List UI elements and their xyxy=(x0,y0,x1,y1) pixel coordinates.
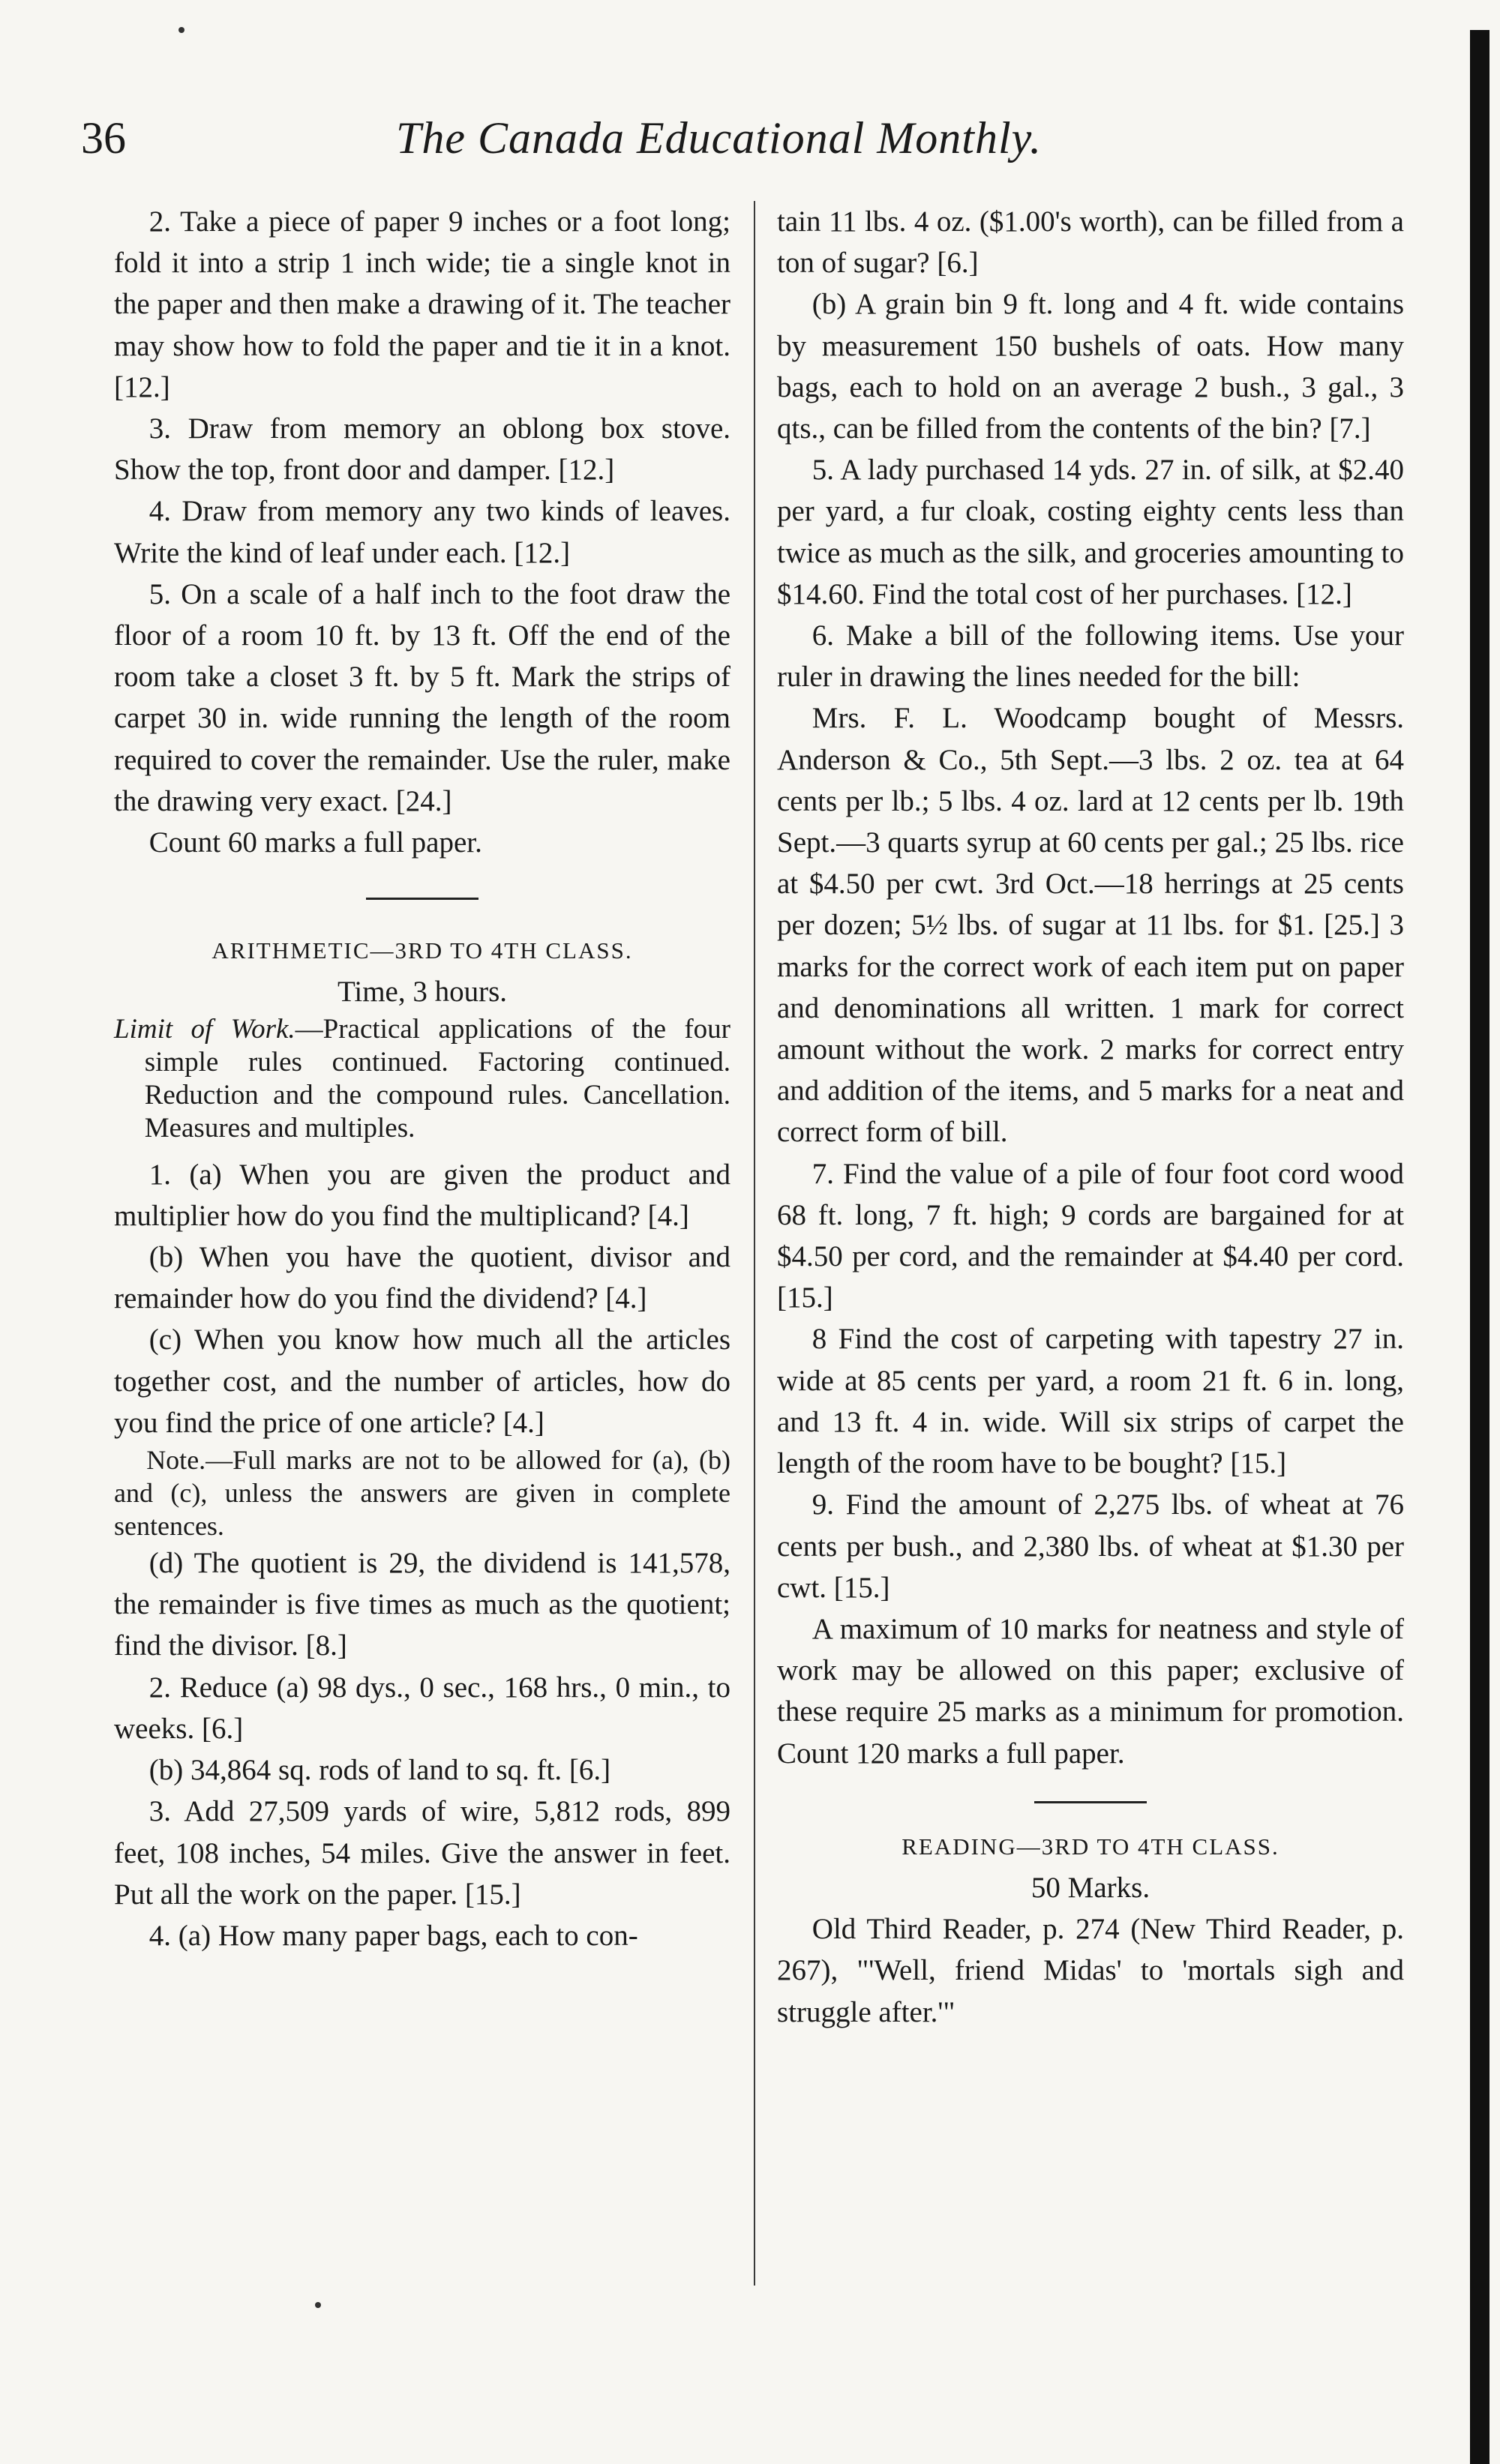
question-paragraph: (b) 34,864 sq. rods of land to sq. ft. [6.] xyxy=(148,1754,611,1787)
column-divider xyxy=(754,201,755,2286)
section-divider xyxy=(1034,1801,1147,1803)
question-paragraph: 4. Draw from memory any two kinds of leaves. Write the kind of leaf under each. [12.] xyxy=(114,495,730,569)
page-header xyxy=(81,112,1401,180)
marks-note: Count 60 marks a full paper. xyxy=(148,826,482,859)
question-paragraph: (d) The quotient is 29, the dividend is 141,578, the remainder is five times as much as the quotient; find the divisor. [8.] xyxy=(114,1547,730,1662)
right-column xyxy=(777,201,1404,2033)
question-paragraph: 5. On a scale of a half inch to the foot draw the floor of a room 10 ft. by 13 ft. Off the end of the room take a closet 3 ft. by 5 ft. Mark the strips of carpet 30 in. wide running the length of the room required to cover the remainder. Use the ruler, make the drawing very exact. [24.] xyxy=(114,577,730,817)
scan-speck xyxy=(315,2302,321,2308)
question-paragraph: 3. Draw from memory an oblong box stove. Show the top, front door and damper. [12.] xyxy=(114,412,730,487)
scan-edge-bar xyxy=(1470,30,1490,2464)
question-paragraph: 2. Take a piece of paper 9 inches or a foot long; fold it into a strip 1 inch wide; tie a single knot in the paper and then make a drawing of it. The teacher may show how to fold the paper and tie it in a knot. [12.] xyxy=(114,205,730,403)
page-number: 36 xyxy=(81,113,126,163)
question-paragraph: 5. A lady purchased 14 yds. 27 in. of silk, at $2.40 per yard, a fur cloak, costing eighty cents less than twice as much as the silk, and groceries amounting to $14.60. Find the total cost of her purchases. [12.] xyxy=(777,454,1404,610)
reading-paragraph: Old Third Reader, p. 274 (New Third Reader, p. 267), "'Well, friend Midas' to 'mortals sigh and struggle after.'" xyxy=(777,1913,1404,2028)
left-column xyxy=(114,201,730,1956)
question-paragraph: 9. Find the amount of 2,275 lbs. of wheat at 76 cents per bush., and 2,380 lbs. of wheat at $1.30 per cwt. [15.] xyxy=(777,1488,1404,1604)
marks-note: A maximum of 10 marks for neatness and style of work may be allowed on this paper; exclusive of these require 25 marks as a minimum for promotion. Count 120 marks a full paper. xyxy=(777,1612,1404,1770)
question-paragraph: 6. Make a bill of the following items. Use your ruler in drawing the lines needed for the bill: xyxy=(777,619,1404,694)
running-title: The Canada Educational Monthly. xyxy=(396,113,1042,163)
section-heading: READING—3RD TO 4TH CLASS. xyxy=(902,1833,1280,1860)
section-time: Time, 3 hours. xyxy=(337,976,508,1009)
scan-speck xyxy=(178,27,184,33)
question-paragraph: 2. Reduce (a) 98 dys., 0 sec., 168 hrs., 0 min., to weeks. [6.] xyxy=(114,1671,730,1745)
note-paragraph: Note.—Full marks are not to be allowed for (a), (b) and (c), unless the answers are given in complete sentences. xyxy=(114,1445,730,1542)
question-paragraph: 8 Find the cost of carpeting with tapestry 27 in. wide at 85 cents per yard, a room 21 ft. 6 in. long, and 13 ft. 4 in. wide. Will six strips of carpet the length of the room have to be bought? [15.] xyxy=(777,1323,1404,1480)
question-paragraph: 4. (a) How many paper bags, each to con- xyxy=(148,1919,638,1952)
section-heading: ARITHMETIC—3RD TO 4TH CLASS. xyxy=(212,937,633,964)
question-paragraph: 3. Add 27,509 yards of wire, 5,812 rods, 899 feet, 108 inches, 54 miles. Give the answer in feet. Put all the work on the paper. [15.] xyxy=(114,1795,730,1911)
question-paragraph: 7. Find the value of a pile of four foot cord wood 68 ft. long, 7 ft. high; 9 cords are bargained for at $4.50 per cord, and the remainder at $4.40 per cord. [15.] xyxy=(777,1157,1404,1314)
limit-of-work xyxy=(114,1013,730,1145)
limit-lead: Limit of Work. xyxy=(114,1013,296,1045)
section-divider xyxy=(366,898,478,900)
bill-paragraph: Mrs. F. L. Woodcamp bought of Messrs. Anderson & Co., 5th Sept.—3 lbs. 2 oz. tea at 64 cents per lb.; 5 lbs. 4 oz. lard at 12 cents per lb. 19th Sept.—3 quarts syrup at 60 cents per gal.; 25 lbs. rice at $4.50 per cwt. 3rd Oct.—18 herrings at 25 cents per dozen; 5½ lbs. of sugar at 11 lbs. for $1. [25.] 3 marks for the correct work of each item put on paper and denominations all written. 1 mark for correct amount without the work. 2 marks for correct entry and addition of the items, and 5 marks for a neat and correct form of bill. xyxy=(777,702,1404,1149)
question-paragraph: (c) When you know how much all the articles together cost, and the number of articles, how do you find the price of one article? [4.] xyxy=(114,1323,730,1439)
limit-text: —Practical applications of the four simple rules continued. Factoring continued. Reduction and the compound rules. Cancellation. Measures and multiples. xyxy=(144,1013,730,1144)
question-paragraph: tain 11 lbs. 4 oz. ($1.00's worth), can be filled from a ton of sugar? [6.] xyxy=(777,205,1404,280)
section-marks: 50 Marks. xyxy=(1030,1871,1150,1904)
question-paragraph: 1. (a) When you are given the product and multiplier how do you find the multiplicand? [4.] xyxy=(114,1158,730,1232)
question-paragraph: (b) When you have the quotient, divisor and remainder how do you find the dividend? [4.] xyxy=(114,1241,730,1315)
question-paragraph: (b) A grain bin 9 ft. long and 4 ft. wide contains by measurement 150 bushels of oats. How many bags, each to hold on an average 2 bush., 3 gal., 3 qts., can be filled from the contents of the bin? [7.] xyxy=(777,288,1404,445)
